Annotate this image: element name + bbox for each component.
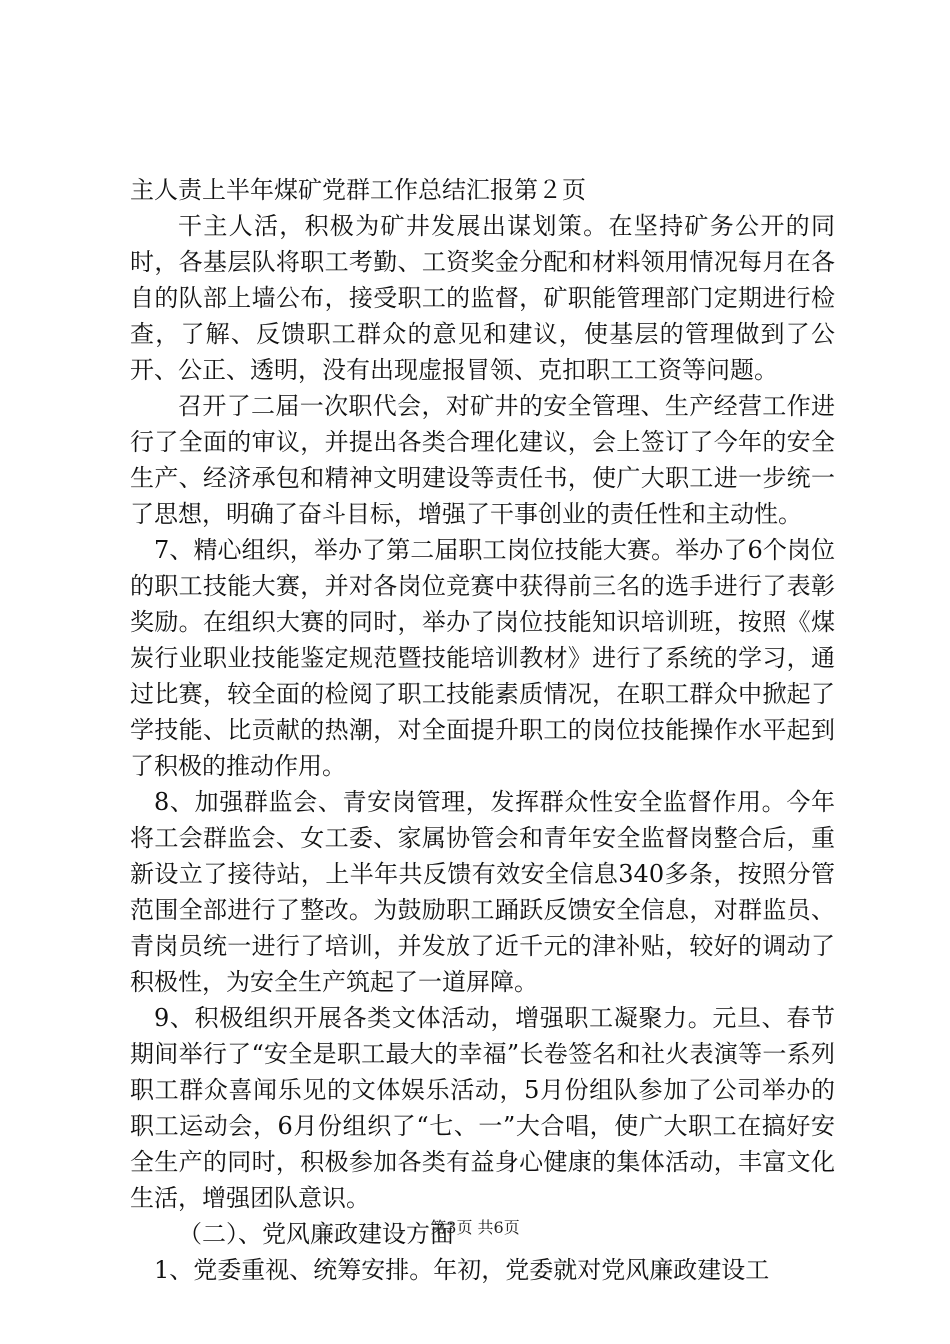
document-title: 主人责上半年煤矿党群工作总结汇报第２页 (130, 176, 586, 204)
paragraph-4: 8、加强群监会、青安岗管理，发挥群众性安全监督作用。今年将工会群监会、女工委、家属协管会和青年安全监督岗整合后，重新设立了接待站，上半年共反馈有效安全信息340多条，按照分管范围全部进行了整改。为鼓励职工踊跃反馈安全信息，对群监员、青岗员统一进行了培训，并发放了近千元的津补贴，较好的调动了积极性，为安全生产筑起了一道屏障。 (130, 788, 835, 996)
page-number-footer: 第3页 共6页 (430, 1218, 520, 1237)
paragraph-2: 召开了二届一次职代会，对矿井的安全管理、生产经营工作进行了全面的审议，并提出各类合理化建议，会上签订了今年的安全生产、经济承包和精神文明建设等责任书，使广大职工进一步统一了思想，明确了奋斗目标，增强了干事创业的责任性和主动性。 (130, 392, 835, 528)
paragraph-1: 干主人活，积极为矿井发展出谋划策。在坚持矿务公开的同时，各基层队将职工考勤、工资奖金分配和材料领用情况每月在各自的队部上墙公布，接受职工的监督，矿职能管理部门定期进行检查，了解、反馈职工群众的意见和建议，使基层的管理做到了公开、公正、透明，没有出现虚报冒领、克扣职工工资等问题。 (130, 212, 835, 384)
document-body (130, 172, 835, 1288)
paragraph-3: 7、精心组织，举办了第二届职工岗位技能大赛。举办了6个岗位的职工技能大赛，并对各岗位竞赛中获得前三名的选手进行了表彰奖励。在组织大赛的同时，举办了岗位技能知识培训班，按照《煤炭行业职业技能鉴定规范暨技能培训教材》进行了系统的学习，通过比赛，较全面的检阅了职工技能素质情况，在职工群众中掀起了学技能、比贡献的热潮，对全面提升职工的岗位技能操作水平起到了积极的推动作用。 (130, 536, 835, 780)
paragraph-6: 1、党委重视、统筹安排。年初，党委就对党风廉政建设工 (154, 1256, 770, 1284)
section-heading: （二）、党风廉政建设方面 (178, 1220, 454, 1248)
paragraph-5: 9、积极组织开展各类文体活动，增强职工凝聚力。元旦、春节期间举行了“安全是职工最大的幸福”长卷签名和社火表演等一系列职工群众喜闻乐见的文体娱乐活动，5月份组队参加了公司举办的职工运动会，6月份组织了“七、一”大合唱，使广大职工在搞好安全生产的同时，积极参加各类有益身心健康的集体活动，丰富文化生活，增强团队意识。 (130, 1004, 835, 1212)
